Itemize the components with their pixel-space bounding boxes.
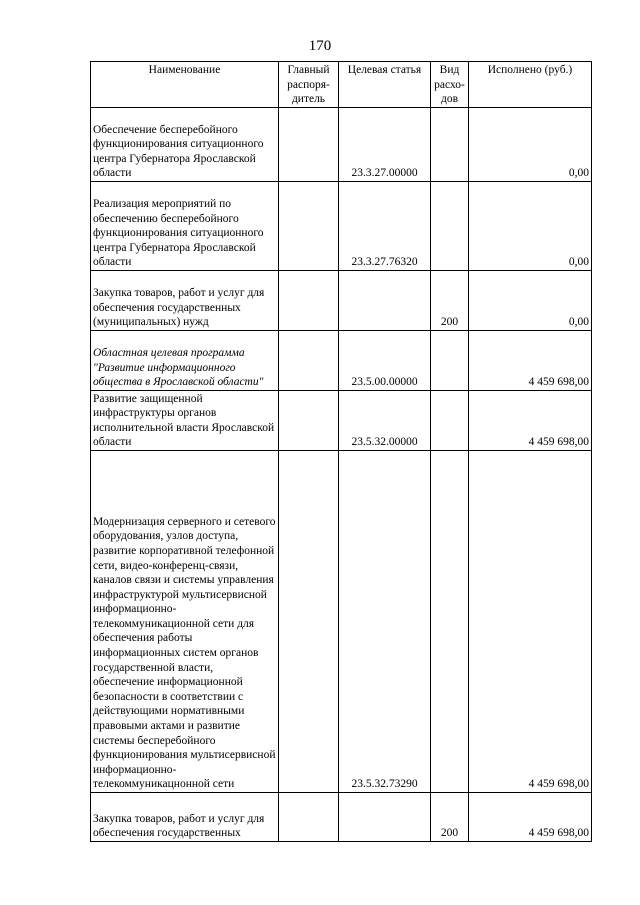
row-name: Модернизация серверного и сетевого оборудования, узлов доступа, развитие корпоративной телефонной сети, видео-конференц-связи, каналов связи и системы управления инфраструктурой мультисервисной информационно-телекоммуникационной сети для обеспечения работы информационных систем органов государственной власти, обеспечение информационной безопасности в соответствии с действующими нормативными правовыми актами и развитие системы бесперебойного функционирования мультисервисной информационно-телекоммуникацнонной сети: [91, 451, 279, 793]
row-target-article: 23.3.27.00000: [339, 108, 431, 182]
row-target-article: 23.5.32.00000: [339, 391, 431, 451]
table-row: [91, 108, 592, 182]
row-target-article: 23.3.27.76320: [339, 182, 431, 271]
header-main-administrator: Главный распоря-дитель: [279, 62, 339, 108]
row-expense-type: [431, 451, 469, 793]
row-expense-type: 200: [431, 271, 469, 331]
row-admin: [279, 271, 339, 331]
table-header-row: [91, 62, 592, 108]
row-target-article: 23.5.00.00000: [339, 331, 431, 391]
page-number: 170: [308, 38, 332, 54]
row-target-article: [339, 793, 431, 842]
row-expense-type: 200: [431, 793, 469, 842]
row-name: Закупка товаров, работ и услуг для обеспечения государственных (муниципальных) нужд: [91, 271, 279, 331]
row-name: Обеспечение бесперебойного функционирования ситуационного центра Губернатора Ярославской области: [91, 108, 279, 182]
table-row: [91, 331, 592, 391]
row-admin: [279, 451, 339, 793]
row-amount: 0,00: [469, 182, 592, 271]
header-name: Наименование: [91, 62, 279, 108]
expenditure-table: [90, 61, 592, 842]
row-admin: [279, 108, 339, 182]
row-name: Закупка товаров, работ и услуг для обеспечения государственных: [91, 793, 279, 842]
table-row: [91, 271, 592, 331]
row-amount: 4 459 698,00: [469, 331, 592, 391]
row-name: Реализация мероприятий по обеспечению бесперебойного функционирования ситуационного центра Губернатора Ярославской области: [91, 182, 279, 271]
header-target-article: Целевая статья: [339, 62, 431, 108]
row-name: Областная целевая программа "Развитие информационного общества в Ярославской области": [91, 331, 279, 391]
row-expense-type: [431, 391, 469, 451]
table-row: [91, 391, 592, 451]
table-row: [91, 451, 592, 793]
row-admin: [279, 793, 339, 842]
row-target-article: 23.5.32.73290: [339, 451, 431, 793]
row-amount: 4 459 698,00: [469, 451, 592, 793]
row-expense-type: [431, 108, 469, 182]
row-amount: 4 459 698,00: [469, 391, 592, 451]
row-target-article: [339, 271, 431, 331]
row-expense-type: [431, 331, 469, 391]
row-admin: [279, 331, 339, 391]
row-amount: 0,00: [469, 271, 592, 331]
row-expense-type: [431, 182, 469, 271]
row-admin: [279, 391, 339, 451]
row-name: Развитие защищенной инфраструктуры органов исполнительной власти Ярославской области: [91, 391, 279, 451]
row-amount: 4 459 698,00: [469, 793, 592, 842]
table-row: [91, 182, 592, 271]
row-admin: [279, 182, 339, 271]
table-row: [91, 793, 592, 842]
header-expense-type: Вид расхо-дов: [431, 62, 469, 108]
header-executed: Исполнено (руб.): [469, 62, 592, 108]
row-amount: 0,00: [469, 108, 592, 182]
